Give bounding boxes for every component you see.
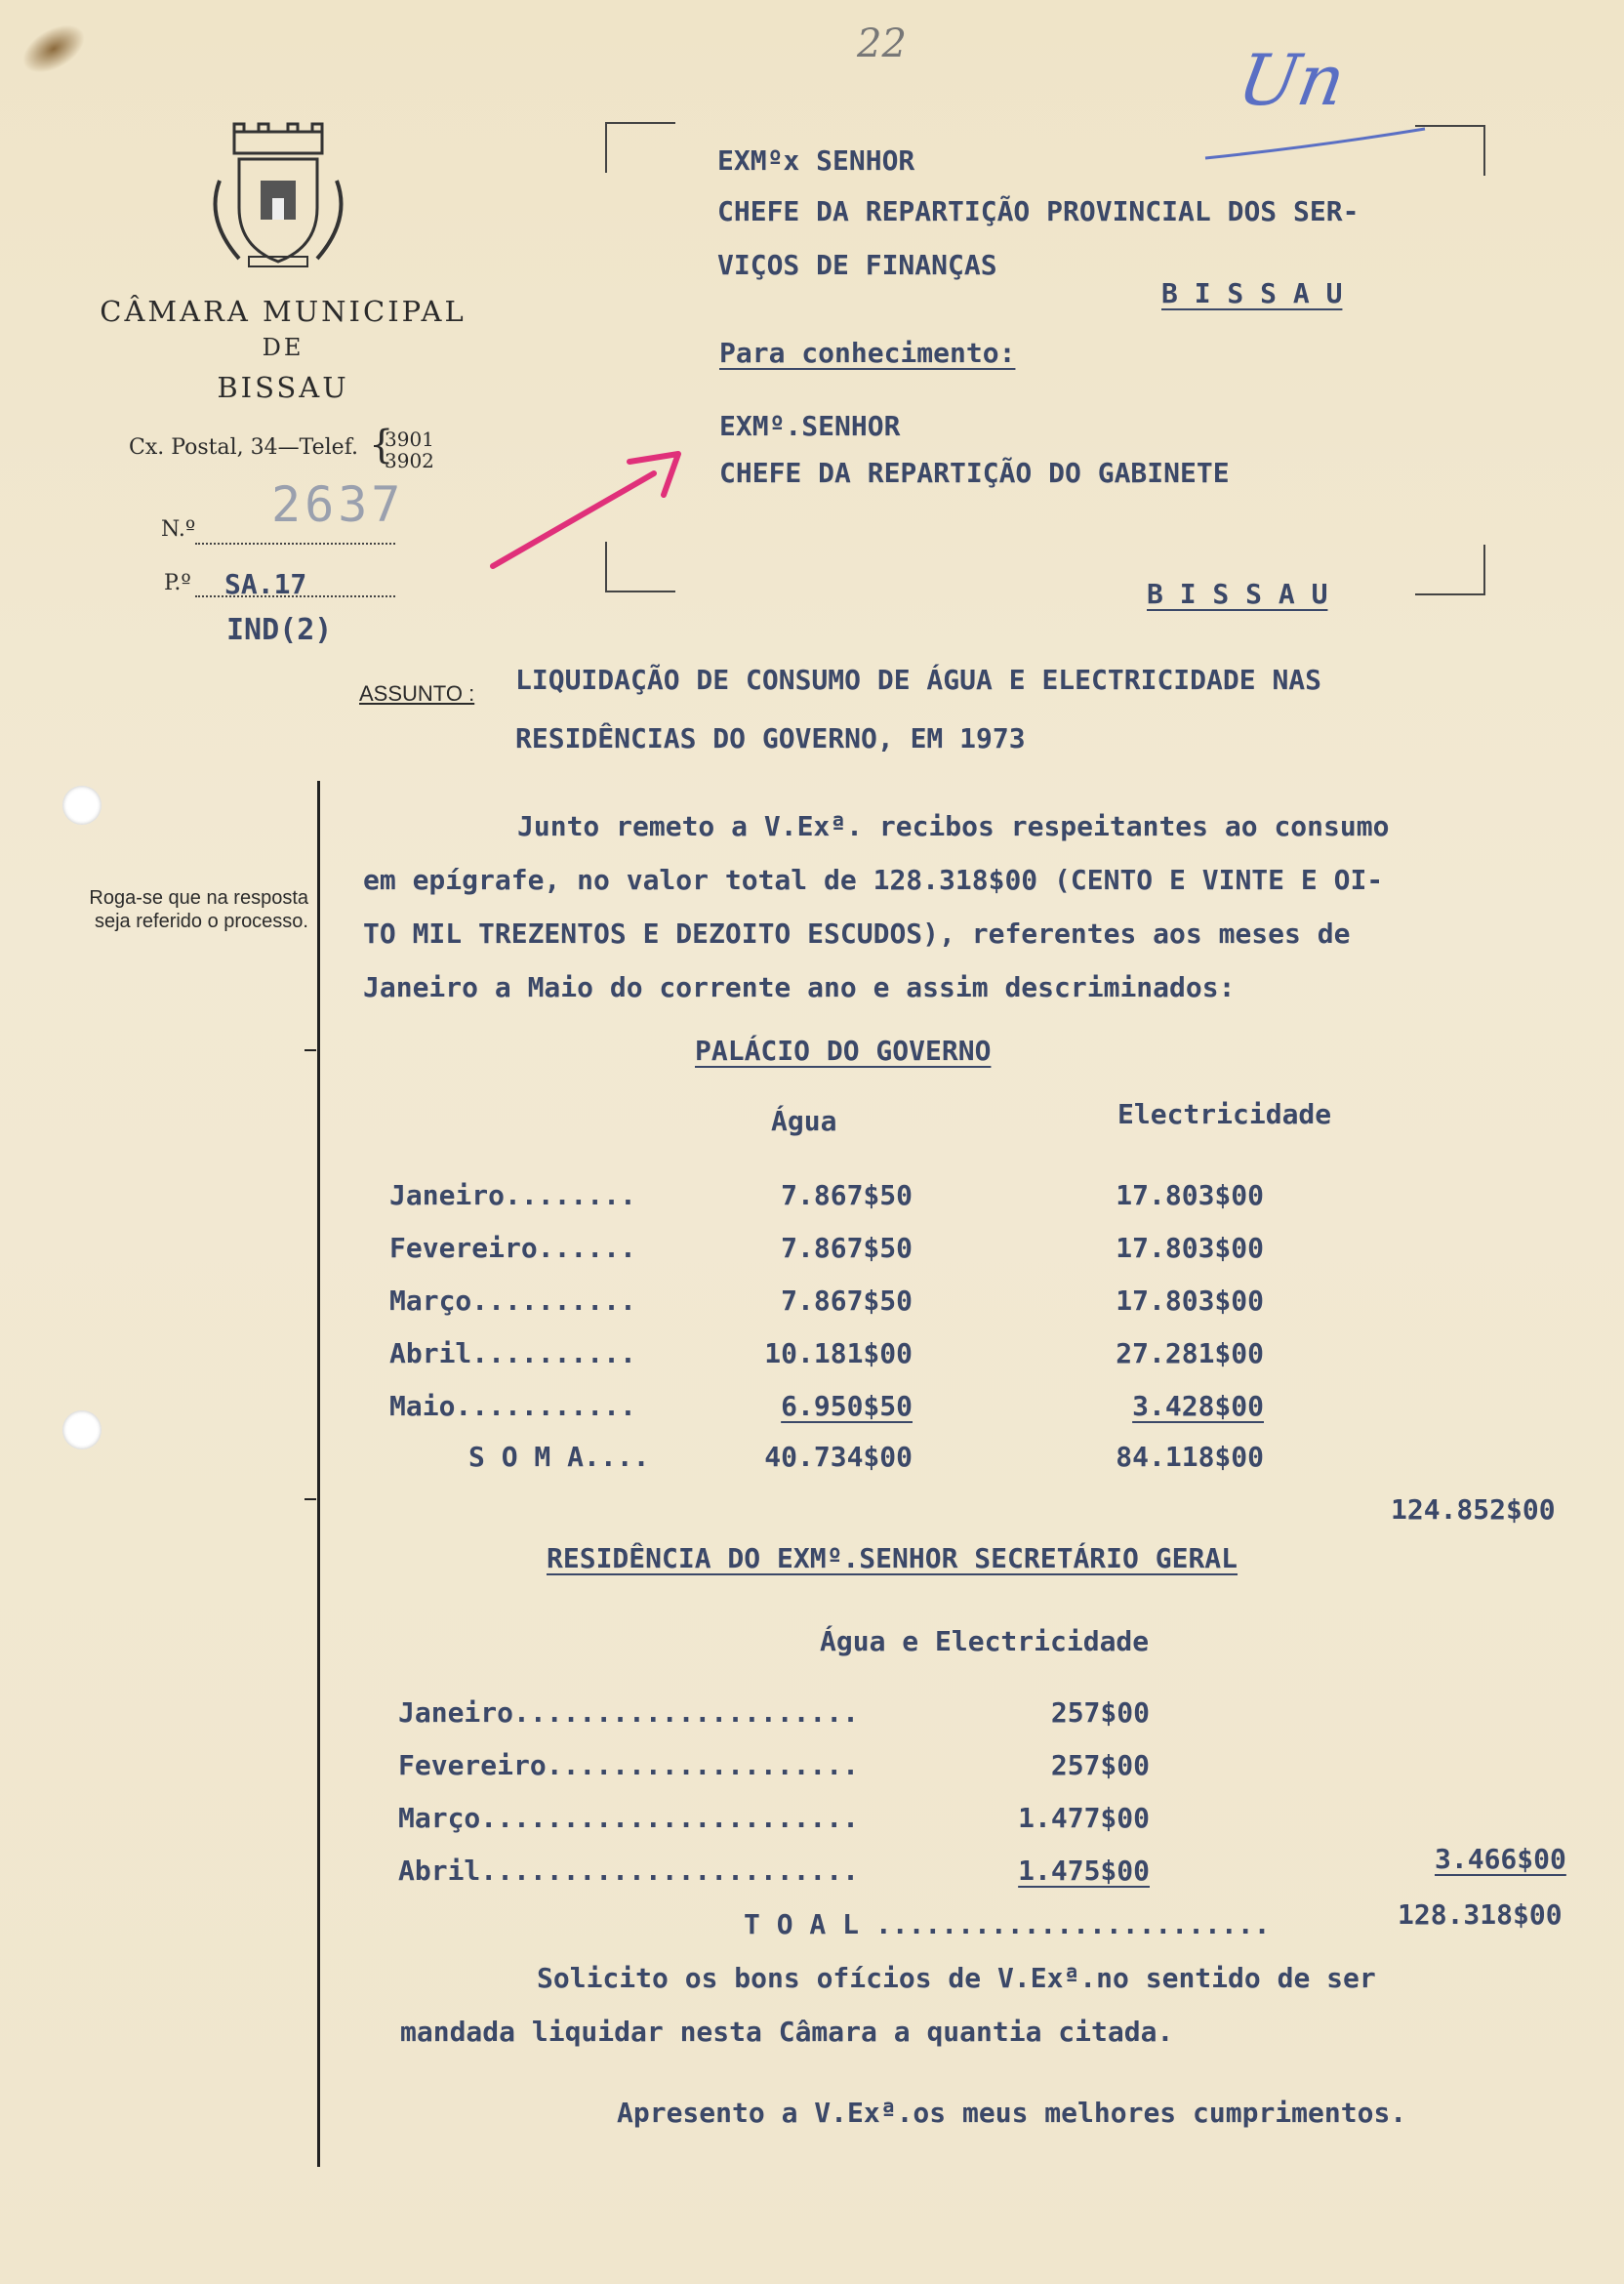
cc-city: B I S S A U (1147, 578, 1328, 610)
residencia-col: Água e Electricidade (820, 1625, 1150, 1657)
month-cell: Fevereiro...... (389, 1232, 636, 1264)
residencia-table (398, 1696, 1374, 1911)
body-line4: Janeiro a Maio do corrente ano e assim descriminados: (363, 971, 1236, 1003)
window-corner-tl (605, 122, 675, 173)
margin-tick-2 (304, 1498, 316, 1500)
month-cell: Abril.......... (389, 1337, 636, 1369)
palacio-col-elec: Electricidade (1117, 1098, 1332, 1130)
recipient-line2: CHEFE DA REPARTIÇÃO PROVINCIAL DOS SER- (717, 195, 1360, 227)
recipient-line1: EXMºx SENHOR (717, 144, 915, 177)
stain-mark (15, 15, 94, 83)
sender-postal: Cx. Postal, 34—Telef. (129, 435, 359, 460)
sender-name-line2: DE (262, 334, 304, 361)
month-cell: Janeiro........ (389, 1179, 636, 1211)
elec-cell: 3.428$00 (1132, 1390, 1264, 1422)
body-line1: Junto remeto a V.Exª. recibos respeitantes ao consumo (517, 810, 1390, 842)
window-corner-br (1415, 545, 1485, 595)
sender-name-line3: BISSAU (217, 371, 349, 404)
value-cell: 1.477$00 (1018, 1802, 1150, 1834)
punch-hole-top (62, 786, 102, 825)
handwritten-initials: Un (1232, 39, 1352, 121)
soma-label: S O M A.... (468, 1441, 650, 1473)
margin-line (317, 781, 320, 2167)
table-row (398, 1696, 1374, 1735)
grand-total: 128.318$00 (1398, 1898, 1563, 1931)
number-label: N.º (161, 517, 196, 542)
residencia-subtotal: 3.466$00 (1435, 1843, 1566, 1875)
table-row (386, 1337, 1361, 1376)
subject-line2: RESIDÊNCIAS DO GOVERNO, EM 1973 (515, 722, 1026, 755)
cc-label: Para conhecimento: (719, 337, 1016, 369)
brace: { (369, 423, 394, 468)
month-cell: Março....................... (398, 1802, 860, 1834)
coat-of-arms-emblem (200, 122, 356, 278)
recipient-line3: VIÇOS DE FINANÇAS (717, 249, 997, 281)
closing-line1: Solicito os bons ofícios de V.Exª.no sentido de ser (537, 1962, 1376, 1994)
closing-line2: mandada liquidar nesta Câmara a quantia citada. (400, 2016, 1174, 2048)
cc-line1: EXMº.SENHOR (719, 410, 901, 442)
elec-cell: 17.803$00 (1116, 1179, 1264, 1211)
month-cell: Maio........... (389, 1390, 636, 1422)
table-row (386, 1232, 1361, 1271)
body-line3: TO MIL TREZENTOS E DEZOITO ESCUDOS), referentes aos meses de (363, 918, 1351, 950)
value-cell: 1.475$00 (1018, 1855, 1150, 1887)
table-row (386, 1179, 1361, 1218)
table-row (398, 1802, 1374, 1841)
month-cell: Janeiro..................... (398, 1696, 860, 1729)
month-cell: Fevereiro................... (398, 1749, 860, 1781)
number-dotted-line (195, 543, 395, 545)
number-stamp: 2637 (271, 476, 405, 533)
elec-cell: 17.803$00 (1116, 1285, 1264, 1317)
handwritten-page-number: 22 (857, 21, 907, 66)
residencia-title: RESIDÊNCIA DO EXMº.SENHOR SECRETÁRIO GERAL (547, 1542, 1238, 1574)
palacio-col-agua: Água (771, 1105, 837, 1137)
subject-line1: LIQUIDAÇÃO DE CONSUMO DE ÁGUA E ELECTRICIDADE NAS (515, 664, 1322, 696)
month-cell: Março.......... (389, 1285, 636, 1317)
palacio-subtotal: 124.852$00 (1391, 1493, 1556, 1526)
table-row (386, 1285, 1361, 1324)
total-label: T O A L ........................ (744, 1908, 1271, 1940)
table-row (398, 1855, 1374, 1894)
palacio-table (386, 1179, 1361, 1491)
elec-cell: 17.803$00 (1116, 1232, 1264, 1264)
phone-1: 3901 (385, 428, 434, 451)
agua-cell: 10.181$00 (764, 1337, 913, 1369)
elec-cell: 27.281$00 (1116, 1337, 1264, 1369)
agua-cell: 6.950$50 (781, 1390, 913, 1422)
process-subnumber: IND(2) (226, 613, 333, 647)
month-cell: Abril....................... (398, 1855, 860, 1887)
value-cell: 257$00 (1050, 1749, 1150, 1781)
pencil-stroke (1200, 107, 1435, 166)
pink-arrow-annotation (483, 434, 698, 581)
margin-note: Roga-se que na resposta seja referido o processo. (89, 887, 308, 932)
palacio-title: PALÁCIO DO GOVERNO (695, 1035, 992, 1067)
agua-cell: 7.867$50 (781, 1179, 913, 1211)
cc-line2: CHEFE DA REPARTIÇÃO DO GABINETE (719, 457, 1230, 489)
subject-label: ASSUNTO : (359, 681, 475, 706)
table-row (398, 1749, 1374, 1788)
process-label: P.º (164, 571, 191, 595)
process-number: SA.17 (224, 568, 307, 600)
agua-cell: 7.867$50 (781, 1285, 913, 1317)
window-corner-tr (1415, 125, 1485, 176)
soma-row (386, 1441, 1361, 1480)
soma-elec: 84.118$00 (1116, 1441, 1264, 1473)
sender-name-line1: CÂMARA MUNICIPAL (100, 295, 467, 328)
closing-line3: Apresento a V.Exª.os meus melhores cumprimentos. (617, 2097, 1407, 2129)
recipient-city: B I S S A U (1161, 277, 1343, 309)
punch-hole-bottom (62, 1410, 102, 1449)
phone-2: 3902 (385, 449, 434, 472)
value-cell: 257$00 (1050, 1696, 1150, 1729)
margin-tick-1 (304, 1049, 316, 1051)
body-line2: em epígrafe, no valor total de 128.318$00 (CENTO E VINTE E OI- (363, 864, 1384, 896)
table-row (386, 1390, 1361, 1429)
soma-agua: 40.734$00 (764, 1441, 913, 1473)
agua-cell: 7.867$50 (781, 1232, 913, 1264)
